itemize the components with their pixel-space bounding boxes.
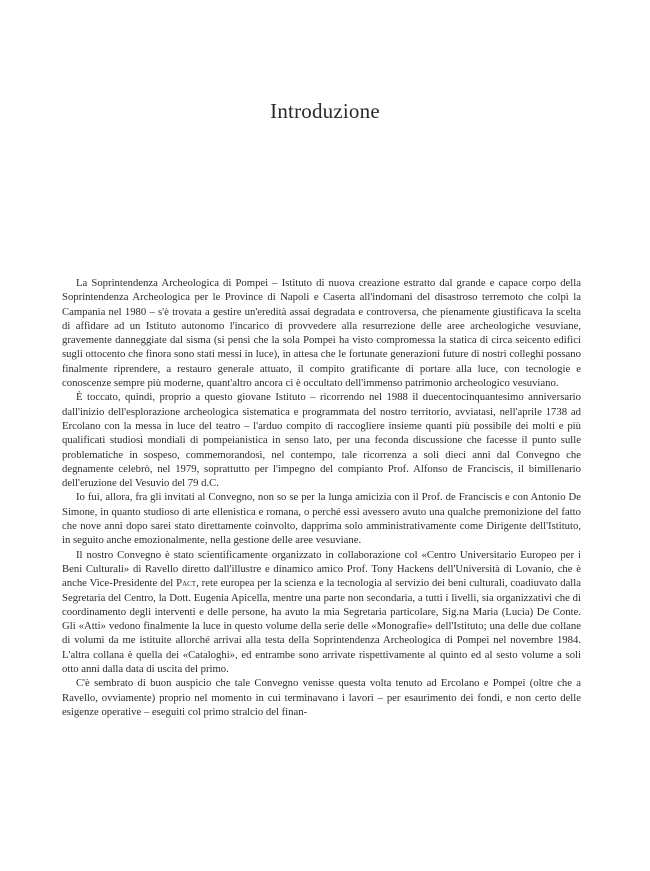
page-title: Introduzione [270,99,380,123]
paragraph-5: C'è sembrato di buon auspicio che tale Convegno venisse questa volta tenuto ad Ercolano e Pompei (oltre che a Ravello, ovviamente) proprio nel momento in cui terminavano i lavori – per esaurimento dei fondi, e non certo delle esigenze operative – eseguiti col primo stralcio del finan- [62,677,581,718]
paragraph-4 [62,548,581,677]
pact-acronym: Pact [176,577,197,590]
paragraph-3: Io fui, allora, fra gli invitati al Convegno, non so se per la lunga amicizia con il Prof. de Franciscis e con Antonio De Simone, in quanto studioso di arte ellenistica e romana, o perché essi avessero avuto una qualche premonizione del fatto che nove anni dopo sarei stato direttamente coinvolto, dapprima solo amministrativamente come Dirigente dell'Istituto, in seguito anche emozionalmente, nella gestione delle aree vesuviane. [62,491,581,547]
paragraph-4-text-after: , rete europea per la scienza e la tecnologia al servizio dei beni culturali, coadiuvato dalla Segretaria del Centro, la Dott. Eugenia Apicella, mentre una parte non secondaria, a tutti i livelli, sia organizzativi che di coordinamento degli interventi e delle persone, ha avuto la mia Segretaria particolare, Sig.na Maria (Lucia) De Conte. Gli «Atti» vedono finalmente la luce in questo volume della serie delle «Monografie» dell'Istituto; una delle due collane di volumi da me istituite allorché arrivai alla testa della Soprintendenza Archeologica di Pompei nel novembre 1984. L'altra collana è quella dei «Cataloghi», ed entrambe sono arrivate rispettivamente al quinto ed al sesto volume a soli otto anni dalla data di uscita del primo. [62,577,581,676]
paragraph-4-text-before: Il nostro Convegno è stato scientificamente organizzato in collaborazione col «Centro Universitario Europeo per i Beni Culturali» di Ravello diretto dall'illustre e dinamico amico Prof. Tony Hackens dell'Università di Lovanio, che è anche Vice-Presidente del [62,548,581,590]
paragraph-2: È toccato, quindi, proprio a questo giovane Istituto – ricorrendo nel 1988 il duecentocinquantesimo anniversario dall'inizio dell'esplorazione archeologica sistematica e programmata del nostro territorio, avviatasi, nell'aprile 1738 ad Ercolano con la messa in luce del teatro – l'arduo compito di raccogliere insieme quanti più possibile dei molti e più qualificati studiosi mondiali di pompeianistica in senso lato, per una feconda discussione che facesse il punto sulle problematiche in sospeso, commemorandosi, nel contempo, tale ricorrenza a soli dieci anni dal Convegno che degnamente celebrò, nel 1979, soprattutto per l'impegno del compianto Prof. Alfonso de Franciscis, il bimillenario dell'eruzione del Vesuvio del 79 d.C. [62,391,581,490]
body-text [62,276,581,719]
paragraph-1: La Soprintendenza Archeologica di Pompei – Istituto di nuova creazione estratto dal grande e capace corpo della Soprintendenza Archeologica per le Province di Napoli e Caserta all'indomani del disastroso terremoto che colpì la Campania nel 1980 – s'è trovata a gestire un'eredità assai degradata e controversa, che pienamente giustificava la scelta di affidare ad un Istituto autonomo l'incarico di provvedere alla resurrezione delle aree archeologiche vesuviane, gravemente danneggiate dal sisma (si pensi che la sola Pompei ha visto compromessa la statica di circa seicento edifici sugli ottocento che finora sono stati messi in luce), in attesa che le fortunate generazioni future di nostri colleghi possano finalmente riprendere, a restauro generale attuato, il compito gratificante di portare alla luce, con tecnologie e conoscenze sempre più moderne, quant'altro ancora ci è occultato dell'immenso patrimonio archeologico vesuviano. [62,277,581,390]
